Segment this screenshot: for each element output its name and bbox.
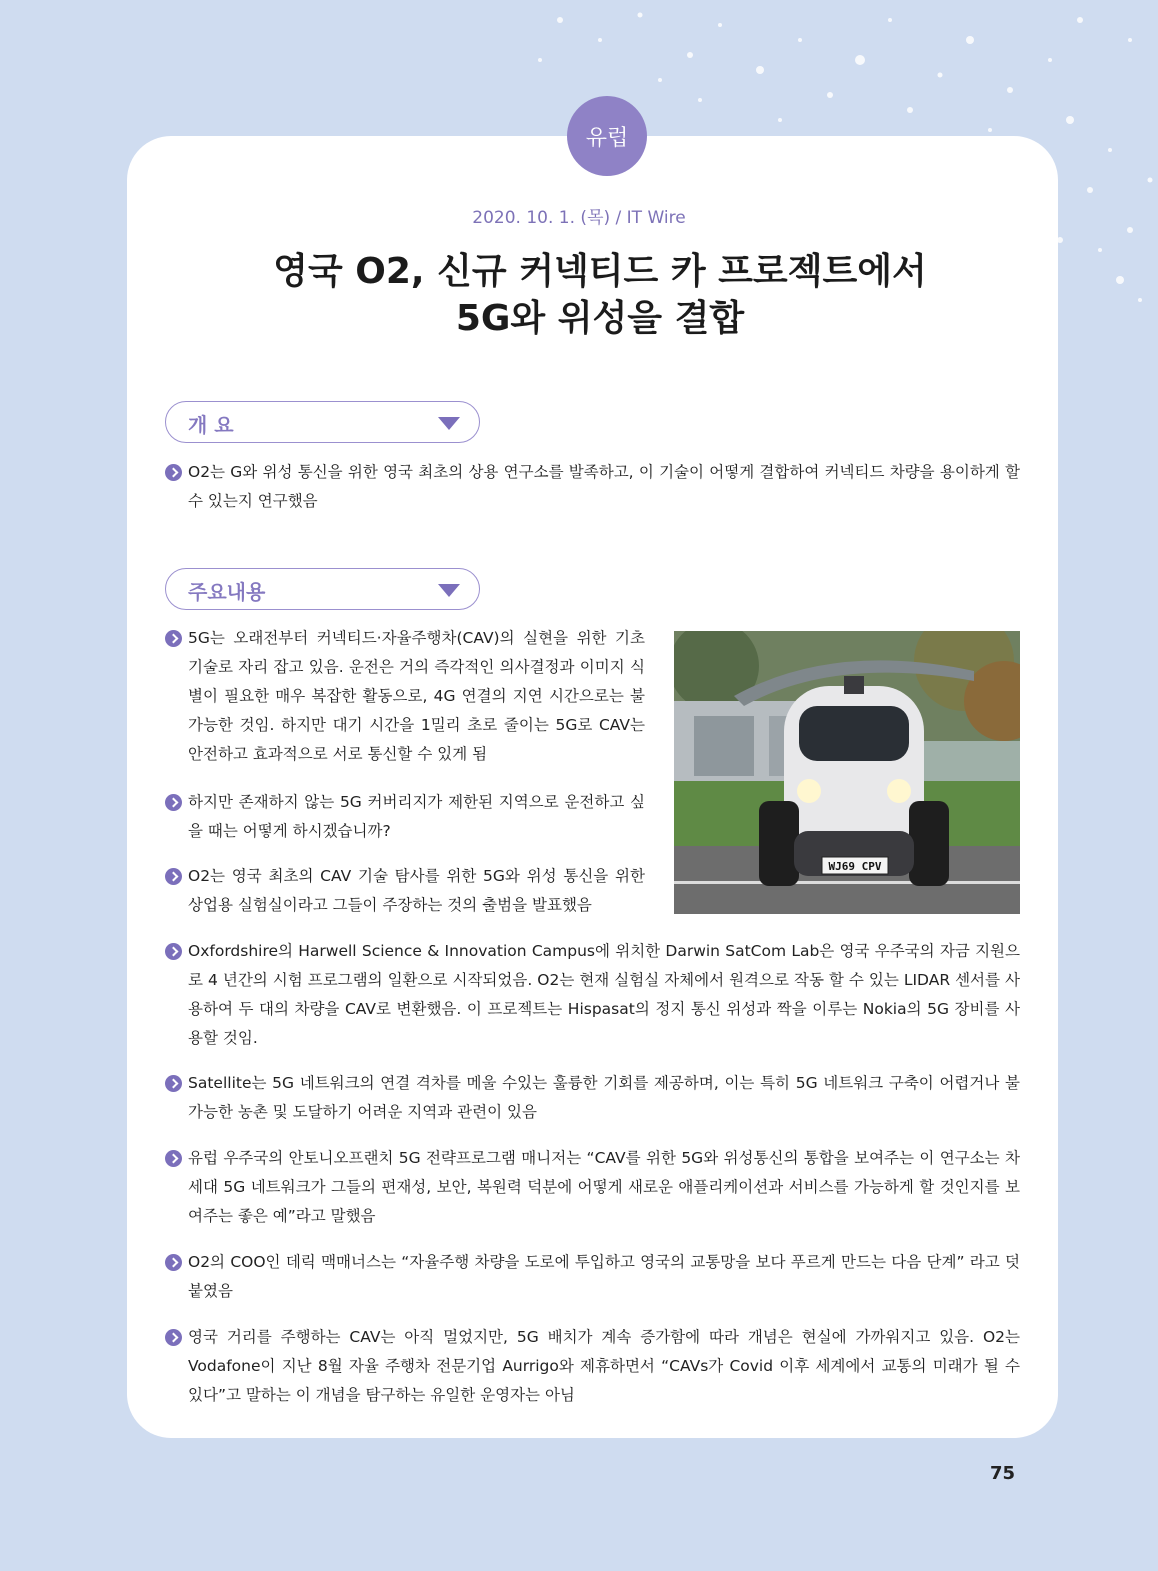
chevron-down-icon: [438, 584, 460, 597]
region-badge: 유럽: [567, 96, 647, 176]
list-item: 유럽 우주국의 안토니오프랜치 5G 전략프로그램 매니저는 “CAV를 위한 5G와 위성통신의 통합을 보여주는 이 연구소는 차세대 5G 네트워크가 그들의 편재성, 보안, 복원력 덕분에 어떻게 새로운 애플리케이션과 서비스를 가능하게 할 것인지를 보여주는 좋은 예”라고 말했음: [165, 1144, 1020, 1231]
title-line-2: 5G와 위성을 결합: [455, 298, 745, 339]
list-item: O2는 G와 위성 통신을 위한 영국 최초의 상용 연구소를 발족하고, 이 기술이 어떻게 결합하여 커넥티드 차량을 용이하게 할 수 있는지 연구했음: [165, 458, 1020, 516]
license-plate: WJ69 CPV: [828, 860, 882, 873]
section-heading: 개 요: [188, 413, 234, 437]
chevron-down-icon: [438, 417, 460, 430]
list-item: Oxfordshire의 Harwell Science & Innovation Campus에 위치한 Darwin SatCom Lab은 영국 우주국의 자금 지원으로 4 년간의 시험 프로그램의 일환으로 시작되었음. O2는 현재 실험실 자체에서 원격으로 작동 할 수 있는 LIDAR 센서를 사용하여 두 대의 차량을 CAV로 변환했음. 이 프로젝트는 Hispasat의 정지 통신 위성과 짝을 이루는 Nokia의 5G 장비를 사용할 것임.: [165, 937, 1020, 1053]
list-item: O2의 COO인 데릭 맥매너스는 “자율주행 차량을 도로에 투입하고 영국의 교통망을 보다 푸르게 만드는 다음 단계” 라고 덧붙였음: [165, 1248, 1020, 1306]
article-title: [150, 248, 1050, 342]
arrow-bullet-icon: [165, 1075, 182, 1092]
car-photo: [674, 631, 1020, 914]
arrow-bullet-icon: [165, 1150, 182, 1167]
overview-section-header[interactable]: [165, 401, 480, 443]
title-line-1: 영국 O2, 신규 커넥티드 카 프로젝트에서: [273, 251, 927, 292]
arrow-bullet-icon: [165, 630, 182, 647]
page-number: 75: [990, 1463, 1016, 1484]
dateline: 2020. 10. 1. (목) / IT Wire: [472, 208, 686, 228]
list-item: 영국 거리를 주행하는 CAV는 아직 멀었지만, 5G 배치가 계속 증가함에 따라 개념은 현실에 가까워지고 있음. O2는 Vodafone이 지난 8월 자율 주행차 전문기업 Aurrigo와 제휴하면서 “CAVs가 Covid 이후 세계에서 교통의 미래가 될 수 있다”고 말하는 이 개념을 탐구하는 유일한 운영자는 아님: [165, 1323, 1020, 1410]
list-item: O2는 영국 최초의 CAV 기술 탐사를 위한 5G와 위성 통신을 위한 상업용 실험실이라고 그들이 주장하는 것의 출범을 발표했음: [165, 862, 645, 920]
list-item: 하지만 존재하지 않는 5G 커버리지가 제한된 지역으로 운전하고 싶을 때는 어떻게 하시겠습니까?: [165, 788, 645, 846]
arrow-bullet-icon: [165, 794, 182, 811]
arrow-bullet-icon: [165, 464, 182, 481]
arrow-bullet-icon: [165, 1329, 182, 1346]
arrow-bullet-icon: [165, 943, 182, 960]
arrow-bullet-icon: [165, 1254, 182, 1271]
list-item: 5G는 오래전부터 커넥티드·자율주행차(CAV)의 실현을 위한 기초 기술로 자리 잡고 있음. 운전은 거의 즉각적인 의사결정과 이미지 식별이 필요한 매우 복잡한 활동으로, 4G 연결의 지연 시간으로는 불가능한 것임. 하지만 대기 시간을 1밀리 초로 줄이는 5G로 CAV는 안전하고 효과적으로 서로 통신할 수 있게 됨: [165, 624, 645, 769]
list-item: Satellite는 5G 네트워크의 연결 격차를 메울 수있는 훌륭한 기회를 제공하며, 이는 특히 5G 네트워크 구축이 어렵거나 불가능한 농촌 및 도달하기 어려운 지역과 관련이 있음: [165, 1069, 1020, 1127]
section-heading: 주요내용: [188, 580, 266, 604]
main-section-header[interactable]: [165, 568, 480, 610]
arrow-bullet-icon: [165, 868, 182, 885]
